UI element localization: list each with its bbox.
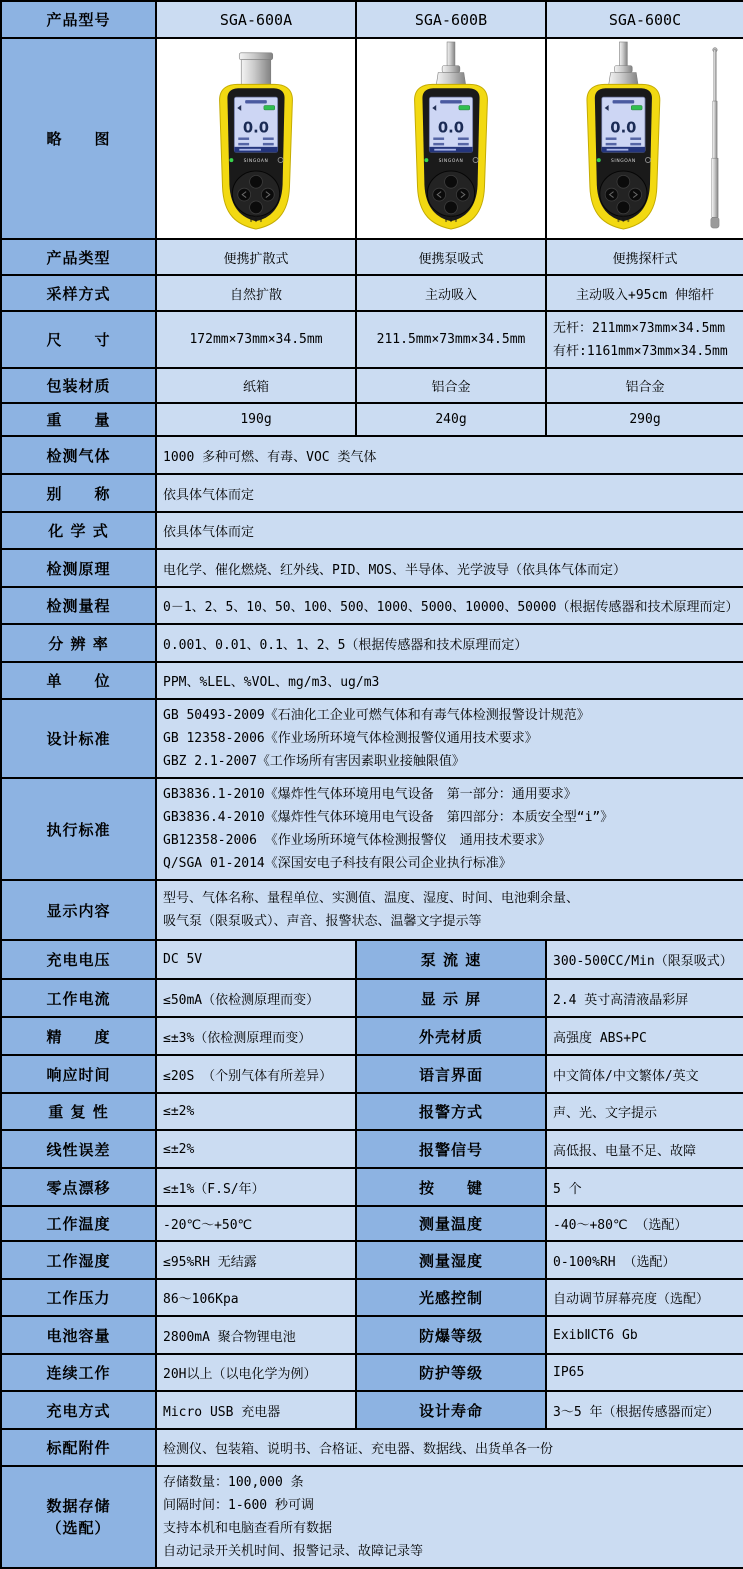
row-label: 单 位 xyxy=(1,662,156,699)
gas-detector-illustration xyxy=(553,119,743,237)
device-photo-sga600c xyxy=(546,38,743,239)
spec-value-cell: 0.001、0.01、0.1、1、2、5（根据传感器和技术原理而定） xyxy=(156,624,743,662)
spec-value-cell: ≤±2% xyxy=(156,1130,356,1168)
screen-minor-text xyxy=(238,142,249,144)
row-label-right: 语言界面 xyxy=(356,1055,546,1093)
row-label-right: 报警信号 xyxy=(356,1130,546,1168)
row-label: 重 量 xyxy=(1,403,156,436)
row-label: 设计标准 xyxy=(1,699,156,778)
speaker-grille xyxy=(622,215,624,222)
row-label-left: 工作湿度 xyxy=(1,1241,156,1279)
screen-model-text-bar xyxy=(245,100,267,103)
telescopic-rod-segment xyxy=(714,49,717,100)
telescopic-rod-segment xyxy=(712,158,718,217)
spec-value-cell: ExibⅡCT6 Gb xyxy=(546,1316,743,1354)
spec-value-line: 存储数量：100,000 条 xyxy=(163,1475,304,1490)
spec-value-cell: 86～106Kpa xyxy=(156,1279,356,1316)
device-brand-text: SINGOAN xyxy=(438,158,464,164)
speaker-grille xyxy=(255,215,257,222)
spec-value-line: GB12358-2006 《作业场所环境气体检测报警仪 通用技术要求》 xyxy=(163,833,551,848)
row-label: 化 学 式 xyxy=(1,512,156,549)
screen-minor-text xyxy=(606,137,617,139)
spec-value-line: Q/SGA 01-2014《深国安电子科技有限公司企业执行标准》 xyxy=(163,856,512,871)
spec-value-line: 型号、气体名称、量程单位、实测值、温度、湿度、时间、电池剩余量、 xyxy=(163,891,580,906)
spec-value-cell: 自然扩散 xyxy=(156,275,356,311)
spec-value-cell xyxy=(546,311,743,368)
gas-detector-illustration xyxy=(376,119,526,237)
speaker-grille xyxy=(617,215,619,222)
battery-icon xyxy=(264,105,275,109)
right-button xyxy=(456,188,469,201)
screen-model-text-bar xyxy=(440,100,462,103)
spec-value-cell: ≤±3%（依检测原理而变） xyxy=(156,1017,356,1055)
menu-button xyxy=(617,175,630,188)
spec-value-cell: ≤95%RH 无结露 xyxy=(156,1241,356,1279)
row-label: 尺 寸 xyxy=(1,311,156,368)
spec-value-cell: 240g xyxy=(356,403,546,436)
spec-row xyxy=(1,1168,743,1206)
sensor-cap xyxy=(241,59,271,84)
status-led xyxy=(597,158,601,162)
spec-value-line: GB3836.4-2010《爆炸性气体环境用电气设备 第四部分：本质安全型“i”》 xyxy=(163,810,614,825)
model-name-sga600a: SGA-600A xyxy=(156,1,356,38)
spec-value-line: 有杆:1161mm×73mm×34.5mm xyxy=(553,343,728,359)
screen-minor-text xyxy=(458,137,469,139)
spec-value-cell: 中文简体/中文繁体/英文 xyxy=(546,1055,743,1093)
spec-row xyxy=(1,403,743,436)
spec-value-cell: 依具体气体而定 xyxy=(156,474,743,512)
header-row xyxy=(1,1,743,38)
model-name-sga600c: SGA-600C xyxy=(546,1,743,38)
screen-minor-text xyxy=(263,142,274,144)
spec-row xyxy=(1,474,743,512)
inlet-cone xyxy=(436,72,466,85)
spec-row xyxy=(1,1055,743,1093)
row-label-right: 防爆等级 xyxy=(356,1316,546,1354)
spec-row xyxy=(1,1093,743,1130)
spec-row xyxy=(1,1130,743,1168)
spec-row xyxy=(1,624,743,662)
spec-value-cell: 纸箱 xyxy=(156,368,356,403)
screen-time-text-bar xyxy=(434,148,456,150)
spec-row xyxy=(1,587,743,624)
sketch-row xyxy=(1,38,743,239)
device-svg xyxy=(553,41,743,233)
spec-value-cell: 0－1、2、5、10、50、100、500、1000、5000、10000、50000（根据传感器和技术原理而定） xyxy=(156,587,743,624)
spec-value-cell: 2.4 英寸高清液晶彩屏 xyxy=(546,979,743,1017)
row-label: 别 称 xyxy=(1,474,156,512)
device-brand-text: SINGOAN xyxy=(243,158,269,164)
speaker-grille xyxy=(445,215,447,222)
enter-button xyxy=(617,201,630,214)
spec-value-line: 无杆：211mm×73mm×34.5mm xyxy=(553,320,726,336)
spec-value-cell: 172mm×73mm×34.5mm xyxy=(156,311,356,368)
spec-value-cell: 主动吸入 xyxy=(356,275,546,311)
battery-icon xyxy=(459,105,470,109)
screen-minor-text xyxy=(458,142,469,144)
speaker-grille xyxy=(455,215,457,222)
spec-value-cell: 300-500CC/Min（限泵吸式） xyxy=(546,940,743,979)
right-button xyxy=(629,188,642,201)
row-label-left: 线性误差 xyxy=(1,1130,156,1168)
pump-inlet-tube xyxy=(447,41,455,66)
spec-value-cell: 5 个 xyxy=(546,1168,743,1206)
row-label-right: 外壳材质 xyxy=(356,1017,546,1055)
spec-row xyxy=(1,979,743,1017)
spec-value-cell: PPM、%LEL、%VOL、mg/m3、ug/m3 xyxy=(156,662,743,699)
speaker-grille xyxy=(260,215,262,222)
screen-minor-text xyxy=(238,137,249,139)
spec-value-cell: 便携扩散式 xyxy=(156,239,356,275)
row-label-left: 工作压力 xyxy=(1,1279,156,1316)
row-label-line: （选配） xyxy=(46,1519,111,1537)
row-label-right: 显 示 屏 xyxy=(356,979,546,1017)
spec-row xyxy=(1,239,743,275)
spec-value-cell: 检测仪、包装箱、说明书、合格证、充电器、数据线、出货单各一份 xyxy=(156,1429,743,1466)
row-label-right: 按 键 xyxy=(356,1168,546,1206)
spec-value-line: 间隔时间：1-600 秒可调 xyxy=(163,1498,314,1513)
row-label: 分 辨 率 xyxy=(1,624,156,662)
spec-value-cell xyxy=(156,880,743,940)
spec-value-cell: 电化学、催化燃烧、红外线、PID、MOS、半导体、光学波导（依具体气体而定） xyxy=(156,549,743,587)
screen-model-text-bar xyxy=(613,100,635,103)
enter-button xyxy=(445,201,458,214)
telescopic-rod-segment xyxy=(713,101,717,158)
device-screen-value: 0.0 xyxy=(437,119,465,137)
row-label-right: 报警方式 xyxy=(356,1093,546,1130)
screen-minor-text xyxy=(433,142,444,144)
sensor-cap-rim xyxy=(239,52,272,59)
row-label-left: 响应时间 xyxy=(1,1055,156,1093)
spec-value-cell: 声、光、文字提示 xyxy=(546,1093,743,1130)
row-label-left: 工作温度 xyxy=(1,1206,156,1241)
spec-row xyxy=(1,1241,743,1279)
spec-value-line: GB3836.1-2010《爆炸性气体环境用电气设备 第一部分：通用要求》 xyxy=(163,787,577,802)
device-photo-sga600b xyxy=(356,38,546,239)
row-label-right: 防护等级 xyxy=(356,1354,546,1391)
spec-row xyxy=(1,368,743,403)
spec-value-line: 支持本机和电脑查看所有数据 xyxy=(163,1521,333,1536)
spec-value-line: 自动记录开关机时间、报警记录、故障记录等 xyxy=(163,1544,424,1559)
screen-minor-text xyxy=(433,137,444,139)
row-label-right: 光感控制 xyxy=(356,1279,546,1316)
row-label: 执行标准 xyxy=(1,778,156,880)
row-label: 包装材质 xyxy=(1,368,156,403)
spec-value-cell: 190g xyxy=(156,403,356,436)
status-led xyxy=(424,158,428,162)
spec-row xyxy=(1,699,743,778)
device-svg xyxy=(181,41,331,233)
accessories-row xyxy=(1,1429,743,1466)
spec-value-line: GB 50493-2009《石油化工企业可燃气体和有毒气体检测报警设计规范》 xyxy=(163,708,590,723)
spec-row xyxy=(1,1391,743,1429)
spec-row xyxy=(1,1354,743,1391)
spec-value-cell: 高低报、电量不足、故障 xyxy=(546,1130,743,1168)
spec-value-cell: 便携泵吸式 xyxy=(356,239,546,275)
spec-row xyxy=(1,940,743,979)
spec-value-line: GBZ 2.1-2007《工作场所有害因素职业接触限值》 xyxy=(163,754,465,769)
screen-time-text-bar xyxy=(239,148,261,150)
menu-button xyxy=(445,175,458,188)
row-label-left: 工作电流 xyxy=(1,979,156,1017)
row-label: 产品类型 xyxy=(1,239,156,275)
spec-value-cell: 铝合金 xyxy=(356,368,546,403)
spec-row xyxy=(1,662,743,699)
device-brand-text: SINGOAN xyxy=(611,158,636,164)
spec-value-cell: 0-100%RH （选配） xyxy=(546,1241,743,1279)
device-screen-value: 0.0 xyxy=(610,119,637,137)
spec-value-cell: 铝合金 xyxy=(546,368,743,403)
status-led xyxy=(229,158,233,162)
row-label: 检测原理 xyxy=(1,549,156,587)
spec-value-cell xyxy=(156,699,743,778)
spec-row xyxy=(1,436,743,474)
spec-value-cell: 便携探杆式 xyxy=(546,239,743,275)
row-label: 采样方式 xyxy=(1,275,156,311)
spec-value-cell: Micro USB 充电器 xyxy=(156,1391,356,1429)
spec-value-cell: 依具体气体而定 xyxy=(156,512,743,549)
spec-value-cell: ≤±1%（F.S/年） xyxy=(156,1168,356,1206)
inlet-collar xyxy=(615,65,633,72)
spec-row xyxy=(1,1316,743,1354)
spec-value-cell: DC 5V xyxy=(156,940,356,979)
row-label-line: 数据存储 xyxy=(46,1497,111,1515)
speaker-grille xyxy=(627,215,629,222)
screen-minor-text xyxy=(630,142,641,144)
row-label-left: 精 度 xyxy=(1,1017,156,1055)
inlet-cone xyxy=(609,72,639,85)
spec-value-cell: ≤50mA（依检测原理而变） xyxy=(156,979,356,1017)
row-label-left: 充电电压 xyxy=(1,940,156,979)
spec-value-line: 吸气泵（限泵吸式）、声音、报警状态、温馨文字提示等 xyxy=(163,914,482,929)
right-button xyxy=(261,188,274,201)
model-name-sga600b: SGA-600B xyxy=(356,1,546,38)
enter-button xyxy=(250,201,263,214)
spec-row xyxy=(1,880,743,940)
row-label: 检测量程 xyxy=(1,587,156,624)
spec-value-cell: IP65 xyxy=(546,1354,743,1391)
device-svg xyxy=(376,41,526,233)
telescopic-rod-base xyxy=(711,217,719,228)
left-button xyxy=(238,188,251,201)
row-label-right: 泵 流 速 xyxy=(356,940,546,979)
spec-value-cell: 211.5mm×73mm×34.5mm xyxy=(356,311,546,368)
spec-value-cell: ≤±2% xyxy=(156,1093,356,1130)
storage-row xyxy=(1,1466,743,1568)
spec-value-cell: 2800mA 聚合物锂电池 xyxy=(156,1316,356,1354)
menu-button xyxy=(250,175,263,188)
row-label-right: 设计寿命 xyxy=(356,1391,546,1429)
spec-row xyxy=(1,1279,743,1316)
device-photo-sga600a xyxy=(156,38,356,239)
gas-detector-illustration xyxy=(181,119,331,237)
sketch-label: 略 图 xyxy=(1,38,156,239)
spec-row xyxy=(1,1206,743,1241)
spec-value-cell: 自动调节屏幕亮度（选配） xyxy=(546,1279,743,1316)
inlet-collar xyxy=(442,65,460,72)
spec-value-cell: -40～+80℃ （选配） xyxy=(546,1206,743,1241)
spec-value-cell: 主动吸入+95cm 伸缩杆 xyxy=(546,275,743,311)
pump-inlet-tube xyxy=(619,41,627,66)
spec-value-cell: 290g xyxy=(546,403,743,436)
left-button xyxy=(605,188,618,201)
row-label-left: 零点漂移 xyxy=(1,1168,156,1206)
spec-value-cell xyxy=(156,1466,743,1568)
spec-row xyxy=(1,275,743,311)
row-label-left: 重 复 性 xyxy=(1,1093,156,1130)
speaker-grille xyxy=(450,215,452,222)
row-label: 检测气体 xyxy=(1,436,156,474)
speaker-grille xyxy=(250,215,252,222)
spec-value-line: GB 12358-2006《作业场所环境气体检测报警仪通用技术要求》 xyxy=(163,731,538,746)
device-screen-value: 0.0 xyxy=(242,119,270,137)
left-button xyxy=(433,188,446,201)
spec-value-cell: 20H以上（以电化学为例） xyxy=(156,1354,356,1391)
screen-time-text-bar xyxy=(607,148,629,150)
spec-value-cell: 高强度 ABS+PC xyxy=(546,1017,743,1055)
spec-value-cell xyxy=(156,778,743,880)
header-label: 产品型号 xyxy=(1,1,156,38)
row-label: 标配附件 xyxy=(1,1429,156,1466)
spec-row xyxy=(1,778,743,880)
row-label-right: 测量湿度 xyxy=(356,1241,546,1279)
row-label-left: 充电方式 xyxy=(1,1391,156,1429)
spec-value-cell: ≤20S （个别气体有所差异） xyxy=(156,1055,356,1093)
row-label-right: 测量温度 xyxy=(356,1206,546,1241)
spec-value-cell: -20℃～+50℃ xyxy=(156,1206,356,1241)
spec-value-cell: 1000 多种可燃、有毒、VOC 类气体 xyxy=(156,436,743,474)
spec-row xyxy=(1,512,743,549)
row-label: 显示内容 xyxy=(1,880,156,940)
battery-icon xyxy=(631,105,642,109)
screen-minor-text xyxy=(606,142,617,144)
spec-row xyxy=(1,311,743,368)
row-label xyxy=(1,1466,156,1568)
row-label-left: 连续工作 xyxy=(1,1354,156,1391)
screen-minor-text xyxy=(263,137,274,139)
row-label-left: 电池容量 xyxy=(1,1316,156,1354)
screen-minor-text xyxy=(630,137,641,139)
spec-value-cell: 3～5 年（根据传感器而定） xyxy=(546,1391,743,1429)
spec-row xyxy=(1,1017,743,1055)
spec-row xyxy=(1,549,743,587)
